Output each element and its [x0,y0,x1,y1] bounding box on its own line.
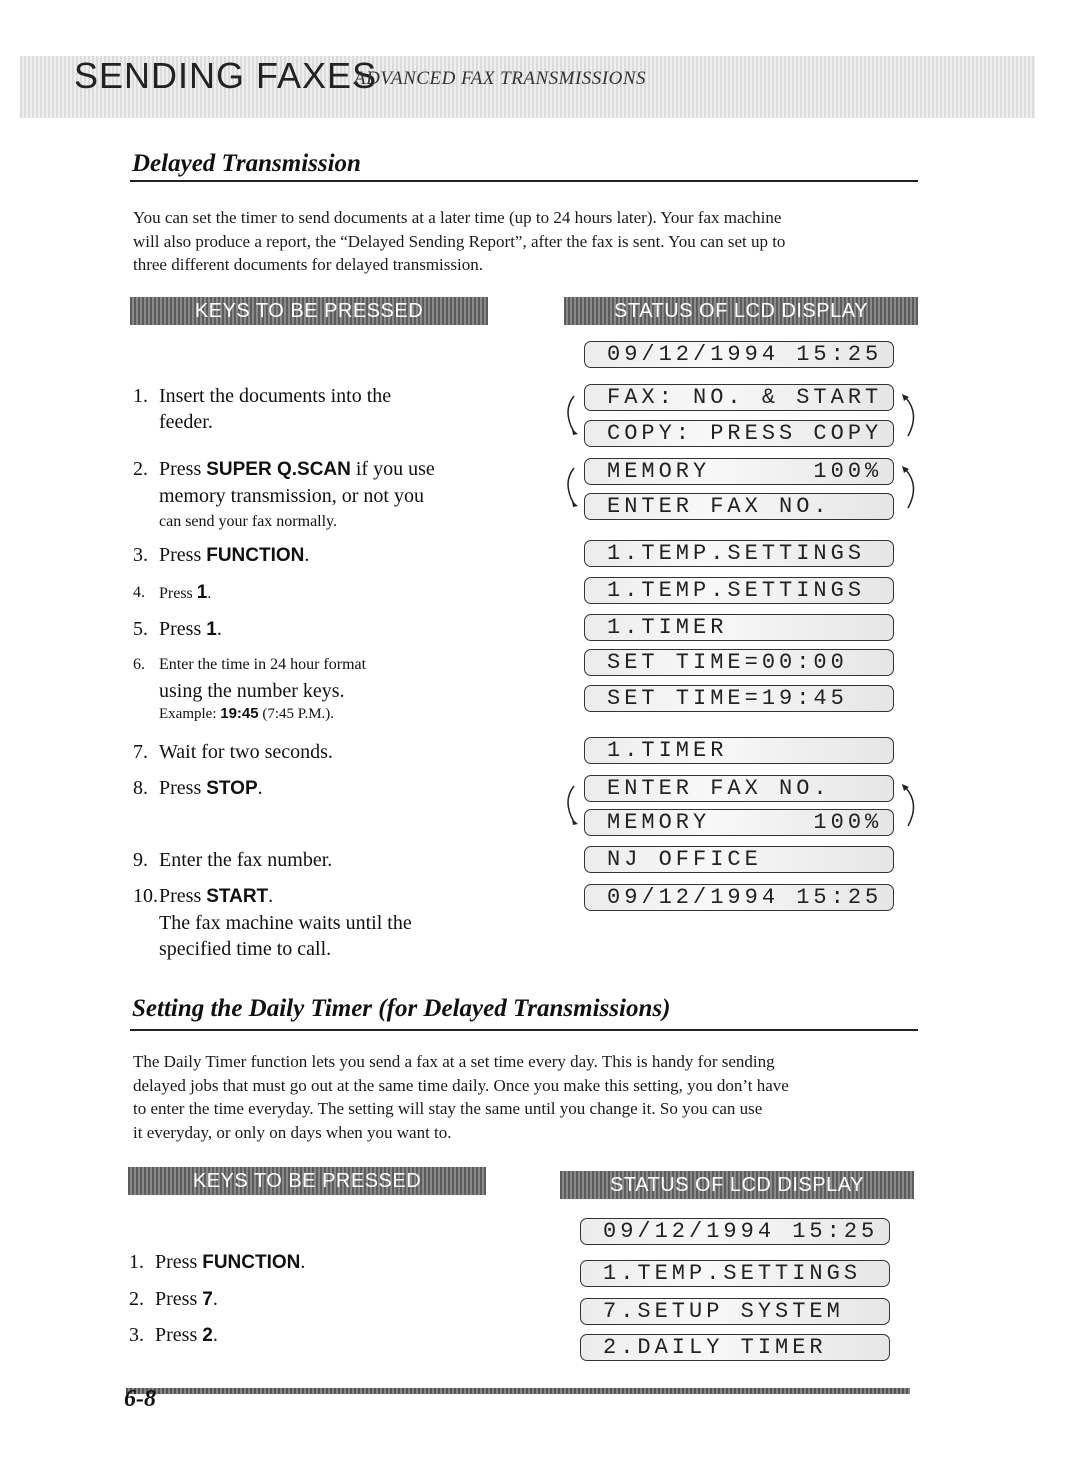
intro-paragraph: You can set the timer to send documents at a later time (up to 24 hours later). Your fax machine will also produce a report, the “Delayed Sending Report”, after the fax is sent. You can set up to three different documents for delayed transmission. [133,208,786,274]
chapter-title: SENDING FAXES [74,55,378,96]
step-10: 10. Press START. The fax machine waits until the specified time to call. [133,885,412,960]
step-2: 2. Press SUPER Q.SCAN if you use memory transmission, or not you can send your fax normally. [133,458,435,530]
lcd-panel: 1.TEMP.SETTINGS [580,1260,890,1287]
lcd-panel: MEMORY 100% [584,809,894,836]
lcd-panel: SET TIME=00:00 [584,649,894,676]
key-function: FUNCTION [206,545,305,566]
keys-banner: KEYS TO BE PRESSED [130,297,488,325]
step-5: 5. Press 1. [133,618,222,640]
lcd-banner: STATUS OF LCD DISPLAY [564,297,918,325]
key-stop: STOP [206,778,258,799]
step-6: 6. Enter the time in 24 hour format using the number keys. Example: 19:45 (7:45 P.M.). [133,656,367,722]
lcd-panel: 1.TEMP.SETTINGS [584,577,894,604]
lcd-panel: 2.DAILY TIMER [580,1334,890,1361]
step-7: 7. Wait for two seconds. [133,741,333,763]
lcd-panel: NJ OFFICE [584,846,894,873]
daily-step-2: 2. Press 7. [129,1288,218,1310]
lcd-panel: 7.SETUP SYSTEM [580,1298,890,1325]
lcd-panel: 09/12/1994 15:25 [584,341,894,368]
alternating-arrows-icon [556,386,926,446]
alternating-arrows-icon [556,458,926,518]
lcd-panel: SET TIME=19:45 [584,685,894,712]
step-3: 3. Press FUNCTION. [133,544,310,566]
step-9: 9. Enter the fax number. [133,849,333,871]
step-1: 1. Insert the documents into the feeder. [133,385,392,433]
daily-step-1: 1. Press FUNCTION. [129,1251,306,1273]
page-number: 6-8 [124,1386,156,1412]
alternating-arrows-icon [556,776,926,836]
footer-bar [126,1388,910,1394]
daily-intro-paragraph: The Daily Timer function lets you send a fax at a set time every day. This is handy for sending delayed jobs that must go out at the same time daily. Once you make this setting, you don’t have to enter the time everyday. The setting will stay the same until you change it. So you can use it everyday, or only on days when you want to. [133,1052,789,1142]
daily-step-3: 3. Press 2. [129,1324,218,1346]
lcd-panel: FAX: NO. & START [584,384,894,411]
lcd-panel: ENTER FAX NO. [584,493,894,520]
lcd-panel: 09/12/1994 15:25 [580,1218,890,1245]
lcd-panel: COPY: PRESS COPY [584,420,894,447]
lcd-panel: 1.TIMER [584,614,894,641]
section-title-daily-timer: Setting the Daily Timer (for Delayed Transmissions) [132,995,671,1022]
key-super-qscan: SUPER Q.SCAN [206,459,351,480]
key-start: START [206,886,269,907]
keys-banner: KEYS TO BE PRESSED [128,1167,486,1195]
chapter-subtitle: ADVANCED FAX TRANSMISSIONS [354,68,646,89]
step-4: 4. Press 1. [133,582,212,603]
section-rule [130,180,918,182]
section-title-delayed: Delayed Transmission [132,150,361,177]
lcd-panel: 09/12/1994 15:25 [584,884,894,911]
step-8: 8. Press STOP. [133,777,263,799]
section-rule [130,1029,918,1031]
lcd-panel: 1.TEMP.SETTINGS [584,540,894,567]
lcd-panel: MEMORY 100% [584,458,894,485]
lcd-banner: STATUS OF LCD DISPLAY [560,1171,914,1199]
lcd-panel: ENTER FAX NO. [584,775,894,802]
lcd-panel: 1.TIMER [584,737,894,764]
